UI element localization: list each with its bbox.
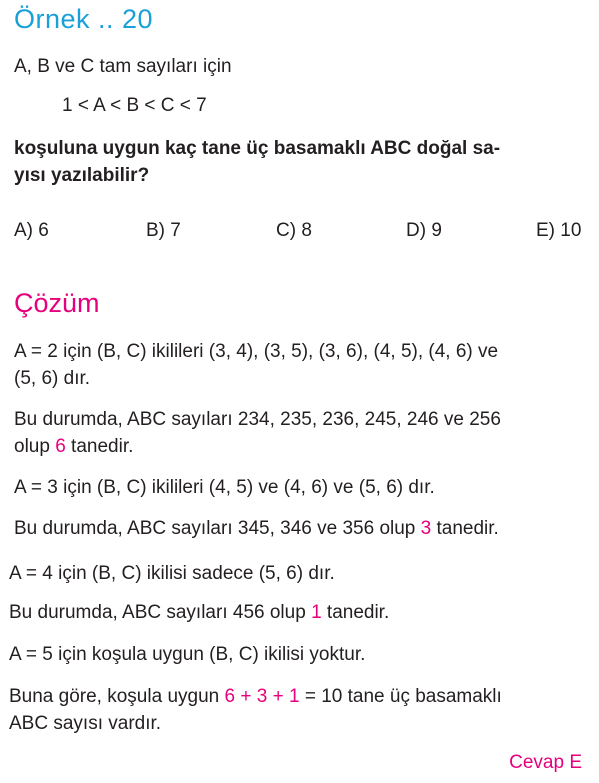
highlight-count: 1 bbox=[311, 602, 322, 623]
text-segment: Buna göre, koşula uygun bbox=[9, 686, 225, 707]
choice-a: A) 6 bbox=[14, 220, 49, 241]
solution-p8-line1 bbox=[9, 683, 502, 710]
solution-p1-line2: (5, 6) dır. bbox=[14, 368, 91, 389]
solution-p4 bbox=[14, 515, 499, 542]
choice-d: D) 9 bbox=[406, 220, 442, 241]
answer-label: Cevap E bbox=[509, 752, 582, 773]
plus-sign: + bbox=[235, 686, 257, 707]
choice-e: E) 10 bbox=[536, 220, 582, 241]
solution-p8-line2: ABC sayısı vardır. bbox=[9, 713, 162, 734]
solution-p3: A = 3 için (B, C) ikilileri (4, 5) ve (4, 6) ve (5, 6) dır. bbox=[14, 477, 435, 498]
highlight-count: 3 bbox=[420, 518, 432, 539]
highlight-count: 3 bbox=[256, 686, 268, 707]
example-title: Örnek .. 20 bbox=[14, 4, 154, 34]
question-line-2: yısı yazılabilir? bbox=[14, 165, 150, 186]
solution-p2-line2 bbox=[14, 433, 133, 460]
inequality: 1 < A < B < C < 7 bbox=[62, 95, 207, 116]
text-segment: tanedir. bbox=[65, 436, 134, 457]
solution-p7: A = 5 için koşula uygun (B, C) ikilisi yoktur. bbox=[9, 644, 366, 665]
text-segment: Bu durumda, ABC sayıları 456 olup bbox=[9, 602, 312, 623]
choice-b: B) 7 bbox=[146, 220, 181, 241]
plus-sign: + bbox=[267, 686, 289, 707]
text-segment: tanedir. bbox=[431, 518, 499, 539]
text-segment: olup bbox=[14, 436, 56, 457]
solution-p2-line1: Bu durumda, ABC sayıları 234, 235, 236, 245, 246 ve 256 bbox=[14, 409, 501, 430]
solution-p1-line1: A = 2 için (B, C) ikilileri (3, 4), (3, 5), (3, 6), (4, 5), (4, 6) ve bbox=[14, 341, 499, 362]
highlight-count: 1 bbox=[288, 686, 300, 707]
solution-p6 bbox=[9, 599, 389, 626]
choice-c: C) 8 bbox=[276, 220, 312, 241]
text-segment: tanedir. bbox=[321, 602, 390, 623]
text-segment: = 10 tane üç basamaklı bbox=[299, 686, 502, 707]
text-segment: Bu durumda, ABC sayıları 345, 346 ve 356 olup bbox=[14, 518, 421, 539]
example-intro: A, B ve C tam sayıları için bbox=[14, 56, 232, 77]
solution-p5: A = 4 için (B, C) ikilisi sadece (5, 6) dır. bbox=[9, 563, 335, 584]
highlight-count: 6 bbox=[55, 436, 66, 457]
question-line-1: koşuluna uygun kaç tane üç basamaklı ABC doğal sa- bbox=[14, 138, 501, 159]
solution-title: Çözüm bbox=[14, 288, 100, 318]
highlight-count: 6 bbox=[224, 686, 236, 707]
